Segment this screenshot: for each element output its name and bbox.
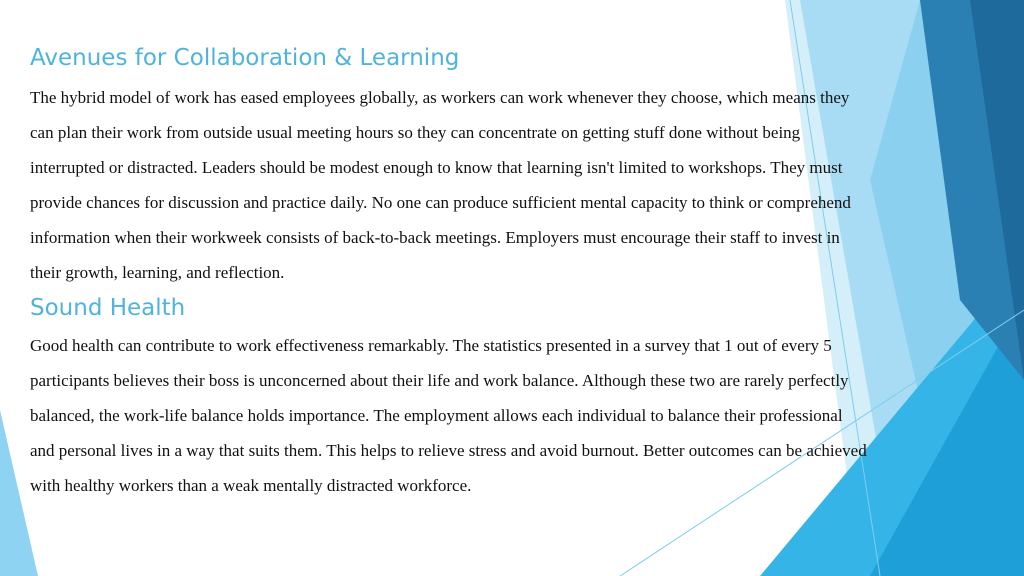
slide-content [30, 40, 870, 503]
section-body-collaboration: The hybrid model of work has eased employees globally, as workers can work whenever they choose, which means they can plan their work from outside usual meeting hours so they can concentrate on getting stuff done without being interrupted or distracted. Leaders should be modest enough to know that learning isn't limited to workshops. They must provide chances for discussion and practice daily. No one can produce sufficient mental capacity to think or comprehend information when their workweek consists of back-to-back meetings. Employers must encourage their staff to invest in their growth, learning, and reflection. [30, 88, 851, 282]
section-heading-health: Sound Health [30, 295, 186, 321]
section-body-health: Good health can contribute to work effectiveness remarkably. The statistics presented in a survey that 1 out of every 5 participants believes their boss is unconcerned about their life and work balance. Although these two are rarely perfectly balanced, the work-life balance holds importance. The employment allows each individual to balance their professional and personal lives in a way that suits them. This helps to relieve stress and avoid burnout. Better outcomes can be achieved with healthy workers than a weak mentally distracted workforce. [30, 336, 867, 495]
section-heading-collaboration: Avenues for Collaboration & Learning [30, 45, 460, 71]
